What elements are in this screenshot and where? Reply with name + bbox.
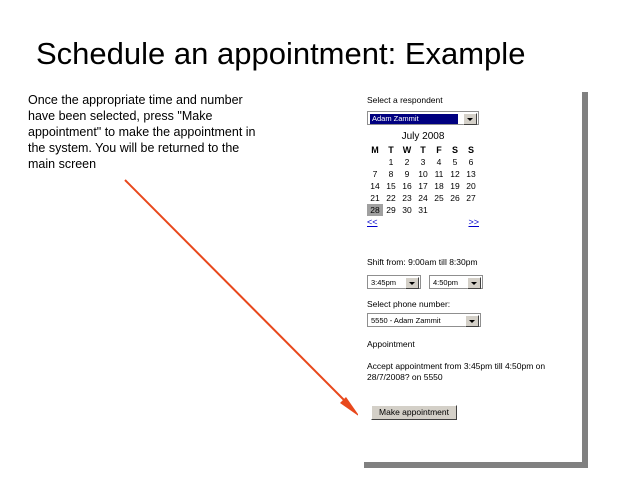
calendar-day[interactable]: 3 [420,157,426,167]
phone-select[interactable] [367,313,481,327]
calendar-day[interactable] [447,204,463,216]
app-screenshot-panel [358,86,582,462]
calendar [367,131,507,230]
chevron-down-icon[interactable] [467,277,481,289]
calendar-day[interactable] [367,156,383,168]
phone-selected-value: 5550 - Adam Zammit [371,316,441,325]
appointment-summary: Accept appointment from 3:45pm till 4:50pm on 28/7/2008? on 5550 [367,361,546,382]
calendar-day[interactable]: 6 [468,157,474,167]
calendar-week-row [367,156,479,168]
calendar-day[interactable]: 14 [370,181,380,191]
callout-text: Once the appropriate time and number have been selected, press "Make appointment" to make the appointment in the system. You will be returned to the main screen [28,93,256,171]
calendar-nav [367,217,479,230]
calendar-day[interactable]: 22 [386,193,396,203]
page-title: Schedule an appointment: Example [36,36,526,71]
calendar-day[interactable]: 26 [450,193,460,203]
calendar-day[interactable]: 11 [434,169,444,179]
calendar-day[interactable]: 1 [388,157,394,167]
calendar-day[interactable]: 19 [450,181,460,191]
make-appointment-button[interactable]: Make appointment [371,405,457,420]
weekday-header: S [467,145,474,155]
calendar-day-selected[interactable]: 28 [367,204,383,216]
calendar-prev-link[interactable]: << [367,217,378,227]
appointment-heading: Appointment [367,339,415,349]
weekday-header: T [420,145,426,155]
calendar-day[interactable]: 29 [386,205,396,215]
phone-label: Select phone number: [367,299,451,309]
time-till-value: 4:50pm [433,278,459,287]
calendar-day[interactable]: 23 [402,193,412,203]
calendar-week-row [367,180,479,192]
calendar-day[interactable] [463,204,479,216]
calendar-day[interactable]: 13 [466,169,476,179]
weekday-header: M [371,145,379,155]
calendar-grid [367,144,479,216]
calendar-day[interactable]: 27 [466,193,476,203]
calendar-day[interactable]: 4 [436,157,442,167]
calendar-month-label: July 2008 [401,131,445,142]
calendar-day[interactable]: 2 [404,157,410,167]
weekday-header: W [402,145,412,155]
calendar-day[interactable]: 12 [450,169,460,179]
chevron-down-icon[interactable] [463,113,477,125]
weekday-header: S [451,145,458,155]
calendar-next-link[interactable]: >> [468,217,479,227]
calendar-day[interactable]: 17 [418,181,428,191]
calendar-day[interactable]: 20 [466,181,476,191]
calendar-day[interactable]: 25 [434,193,444,203]
respondent-label: Select a respondent [367,95,443,105]
calendar-day[interactable] [431,204,447,216]
calendar-day[interactable]: 16 [402,181,412,191]
calendar-day[interactable]: 31 [418,205,428,215]
shift-hours-text: Shift from: 9:00am till 8:30pm [367,257,478,267]
calendar-week-row [367,168,479,180]
chevron-down-icon[interactable] [405,277,419,289]
calendar-week-row [367,192,479,204]
time-from-select[interactable] [367,275,421,289]
calendar-day[interactable]: 7 [372,169,378,179]
calendar-day[interactable]: 8 [388,169,394,179]
respondent-select[interactable] [367,111,479,125]
calendar-day[interactable]: 10 [418,169,428,179]
annotation-arrow [120,175,380,425]
time-till-select[interactable] [429,275,483,289]
weekday-header: F [436,145,442,155]
calendar-header-row [367,144,479,156]
calendar-week-row [367,204,479,216]
weekday-header: T [388,145,394,155]
calendar-day[interactable]: 18 [434,181,444,191]
calendar-day[interactable]: 15 [386,181,396,191]
calendar-day[interactable]: 30 [402,205,412,215]
chevron-down-icon[interactable] [465,315,479,327]
calendar-day[interactable]: 24 [418,193,428,203]
time-from-value: 3:45pm [371,278,397,287]
calendar-day[interactable]: 5 [452,157,458,167]
calendar-day[interactable]: 21 [370,193,380,203]
respondent-selected-value: Adam Zammit [370,114,458,124]
calendar-day[interactable]: 9 [404,169,410,179]
